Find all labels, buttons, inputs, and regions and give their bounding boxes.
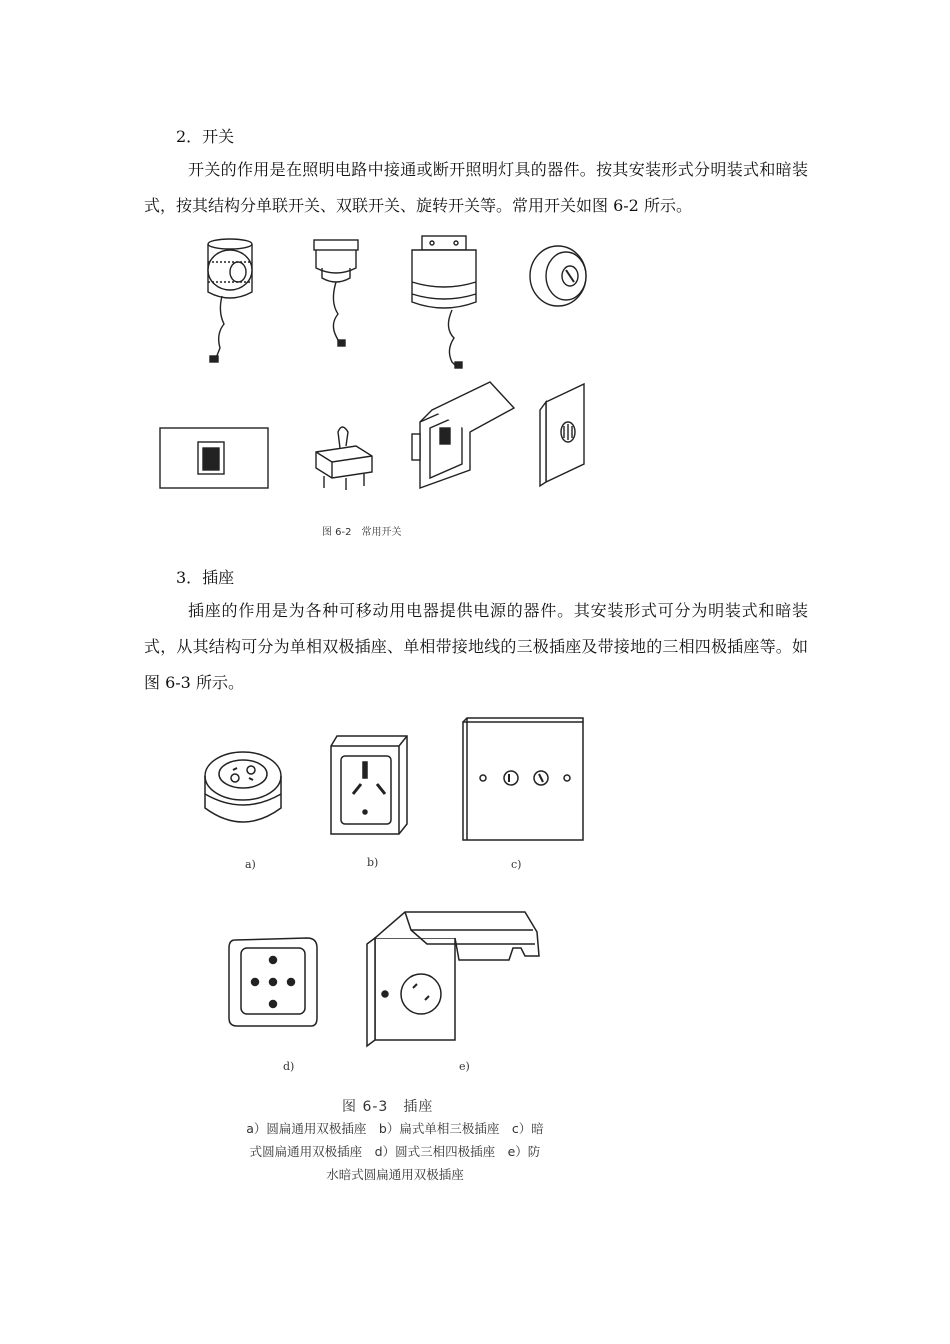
section-heading-switch: 2．开关 bbox=[176, 127, 235, 146]
waterproof-socket-icon bbox=[367, 912, 539, 1046]
three-pin-socket-icon bbox=[331, 736, 407, 834]
pull-switch-cylinder-icon bbox=[412, 236, 476, 368]
figure-6-3-legend bbox=[200, 1117, 590, 1186]
pull-switch-cap-icon bbox=[314, 240, 358, 346]
figure-caption-6-2: 图 6-2 常用开关 bbox=[322, 527, 402, 538]
figure-caption-6-3: 图 6-3 插座 bbox=[342, 1099, 434, 1115]
label-e: e) bbox=[459, 1060, 470, 1073]
flush-socket-plate-icon bbox=[463, 718, 583, 840]
waterproof-switch-icon bbox=[412, 382, 514, 488]
paragraph-switch: 开关的作用是在照明电路中接通或断开照明灯具的器件。按其安装形式分明装式和暗装式，按其结构分单联开关、双联开关、旋转开关等。常用开关如图 6-2 所示。 bbox=[144, 160, 808, 215]
label-c: c) bbox=[511, 858, 522, 871]
legend-line-1: a）圆扁通用双极插座 b）扁式单相三极插座 c）暗 bbox=[246, 1121, 544, 1136]
label-a: a) bbox=[245, 858, 256, 871]
rotary-switch-icon bbox=[530, 246, 586, 306]
label-d: d) bbox=[283, 1060, 295, 1073]
round-socket-icon bbox=[205, 752, 281, 822]
pull-switch-round-icon bbox=[208, 239, 252, 362]
paragraph-socket: 插座的作用是为各种可移动用电器提供电源的器件。其安装形式可分为明装式和暗装式，从其结构可分为单相双极插座、单相带接地线的三极插座及带接地的三相四极插座等。如图 6-3 所示。 bbox=[144, 601, 808, 692]
four-pole-socket-icon bbox=[229, 938, 317, 1026]
switches-illustration bbox=[150, 232, 620, 542]
legend-line-2: 式圆扁通用双极插座 d）圆式三相四极插座 e）防 bbox=[249, 1144, 541, 1159]
legend-line-3: 水暗式圆扁通用双极插座 bbox=[326, 1167, 464, 1182]
rocker-switch-panel-icon bbox=[160, 428, 268, 488]
label-b: b) bbox=[367, 856, 379, 869]
section-heading-socket: 3．插座 bbox=[176, 568, 235, 587]
rotary-panel-switch-icon bbox=[540, 384, 584, 486]
toggle-switch-icon bbox=[316, 427, 372, 490]
figure-sockets bbox=[195, 712, 585, 1097]
figure-common-switches bbox=[150, 232, 620, 542]
sockets-illustration bbox=[195, 712, 585, 1097]
